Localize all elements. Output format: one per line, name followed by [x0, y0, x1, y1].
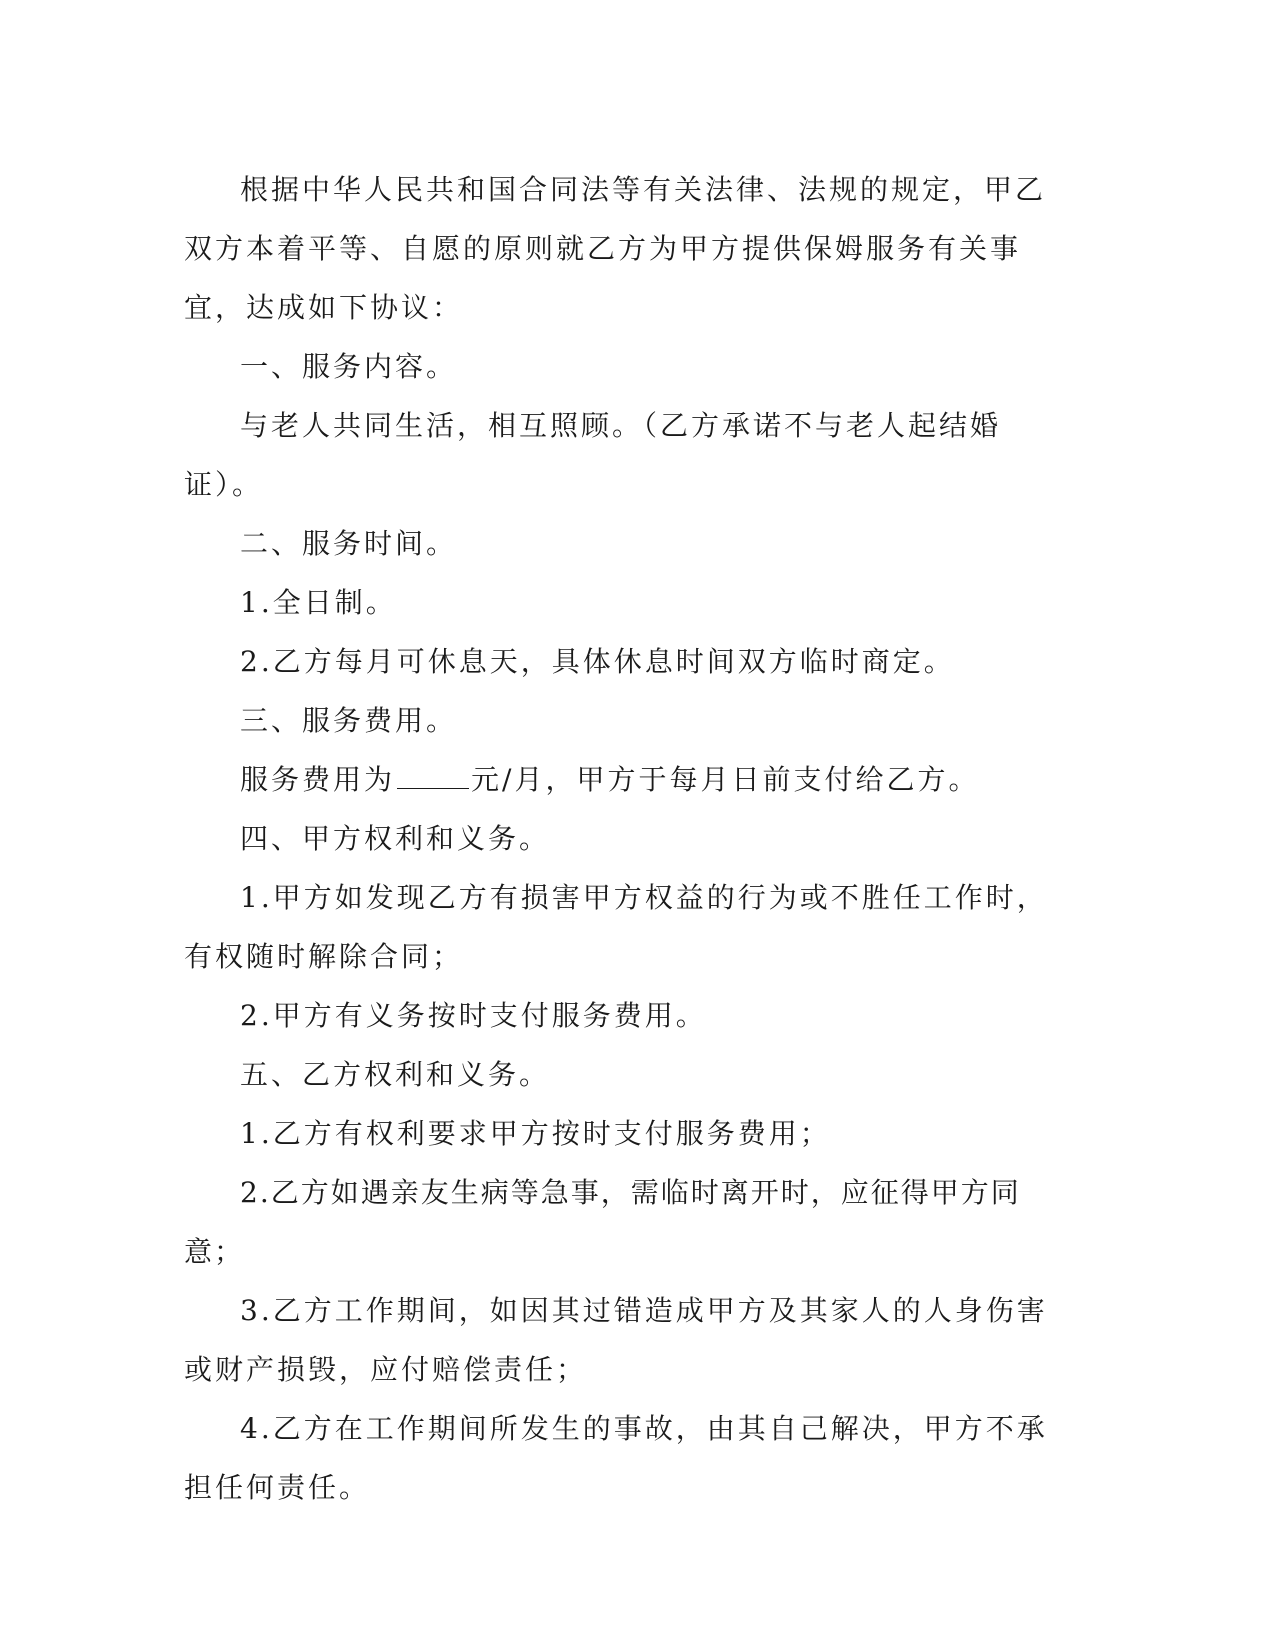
service-time-item-1: 1.全日制。	[240, 586, 397, 619]
service-fee-line	[184, 750, 1054, 809]
party-b-item-3: 3.乙方工作期间，如因其过错造成甲方及其家人的人身伤害或财产损毁，应付赔偿责任；	[184, 1294, 1048, 1386]
fee-amount-blank	[397, 762, 469, 789]
service-time-item-2: 2.乙方每月可休息天，具体休息时间双方临时商定。	[240, 645, 955, 678]
section-heading-party-a: 四、甲方权利和义务。	[240, 822, 551, 855]
party-b-item-2: 2.乙方如遇亲友生病等急事，需临时离开时，应征得甲方同意；	[184, 1176, 1021, 1268]
fee-line-after: 元/月，甲方于每月日前支付给乙方。	[471, 763, 980, 796]
fee-line-before: 服务费用为	[240, 763, 396, 796]
section-heading-service-time: 二、服务时间。	[240, 527, 458, 560]
section-heading-service-fee: 三、服务费用。	[240, 704, 458, 737]
service-content-text: 与老人共同生活，相互照顾。（乙方承诺不与老人起结婚证）。	[184, 409, 1002, 501]
party-b-item-4: 4.乙方在工作期间所发生的事故，由其自己解决，甲方不承担任何责任。	[184, 1412, 1048, 1504]
party-a-item-2: 2.甲方有义务按时支付服务费用。	[240, 999, 707, 1032]
section-heading-party-b: 五、乙方权利和义务。	[240, 1058, 551, 1091]
party-a-item-1: 1.甲方如发现乙方有损害甲方权益的行为或不胜任工作时，有权随时解除合同；	[184, 881, 1048, 973]
preamble-paragraph: 根据中华人民共和国合同法等有关法律、法规的规定，甲乙双方本着平等、自愿的原则就乙方为甲方提供保姆服务有关事宜，达成如下协议：	[184, 173, 1047, 324]
party-b-item-1: 1.乙方有权利要求甲方按时支付服务费用；	[240, 1117, 831, 1150]
contract-body	[184, 160, 1054, 1517]
section-heading-service-content: 一、服务内容。	[240, 350, 458, 383]
